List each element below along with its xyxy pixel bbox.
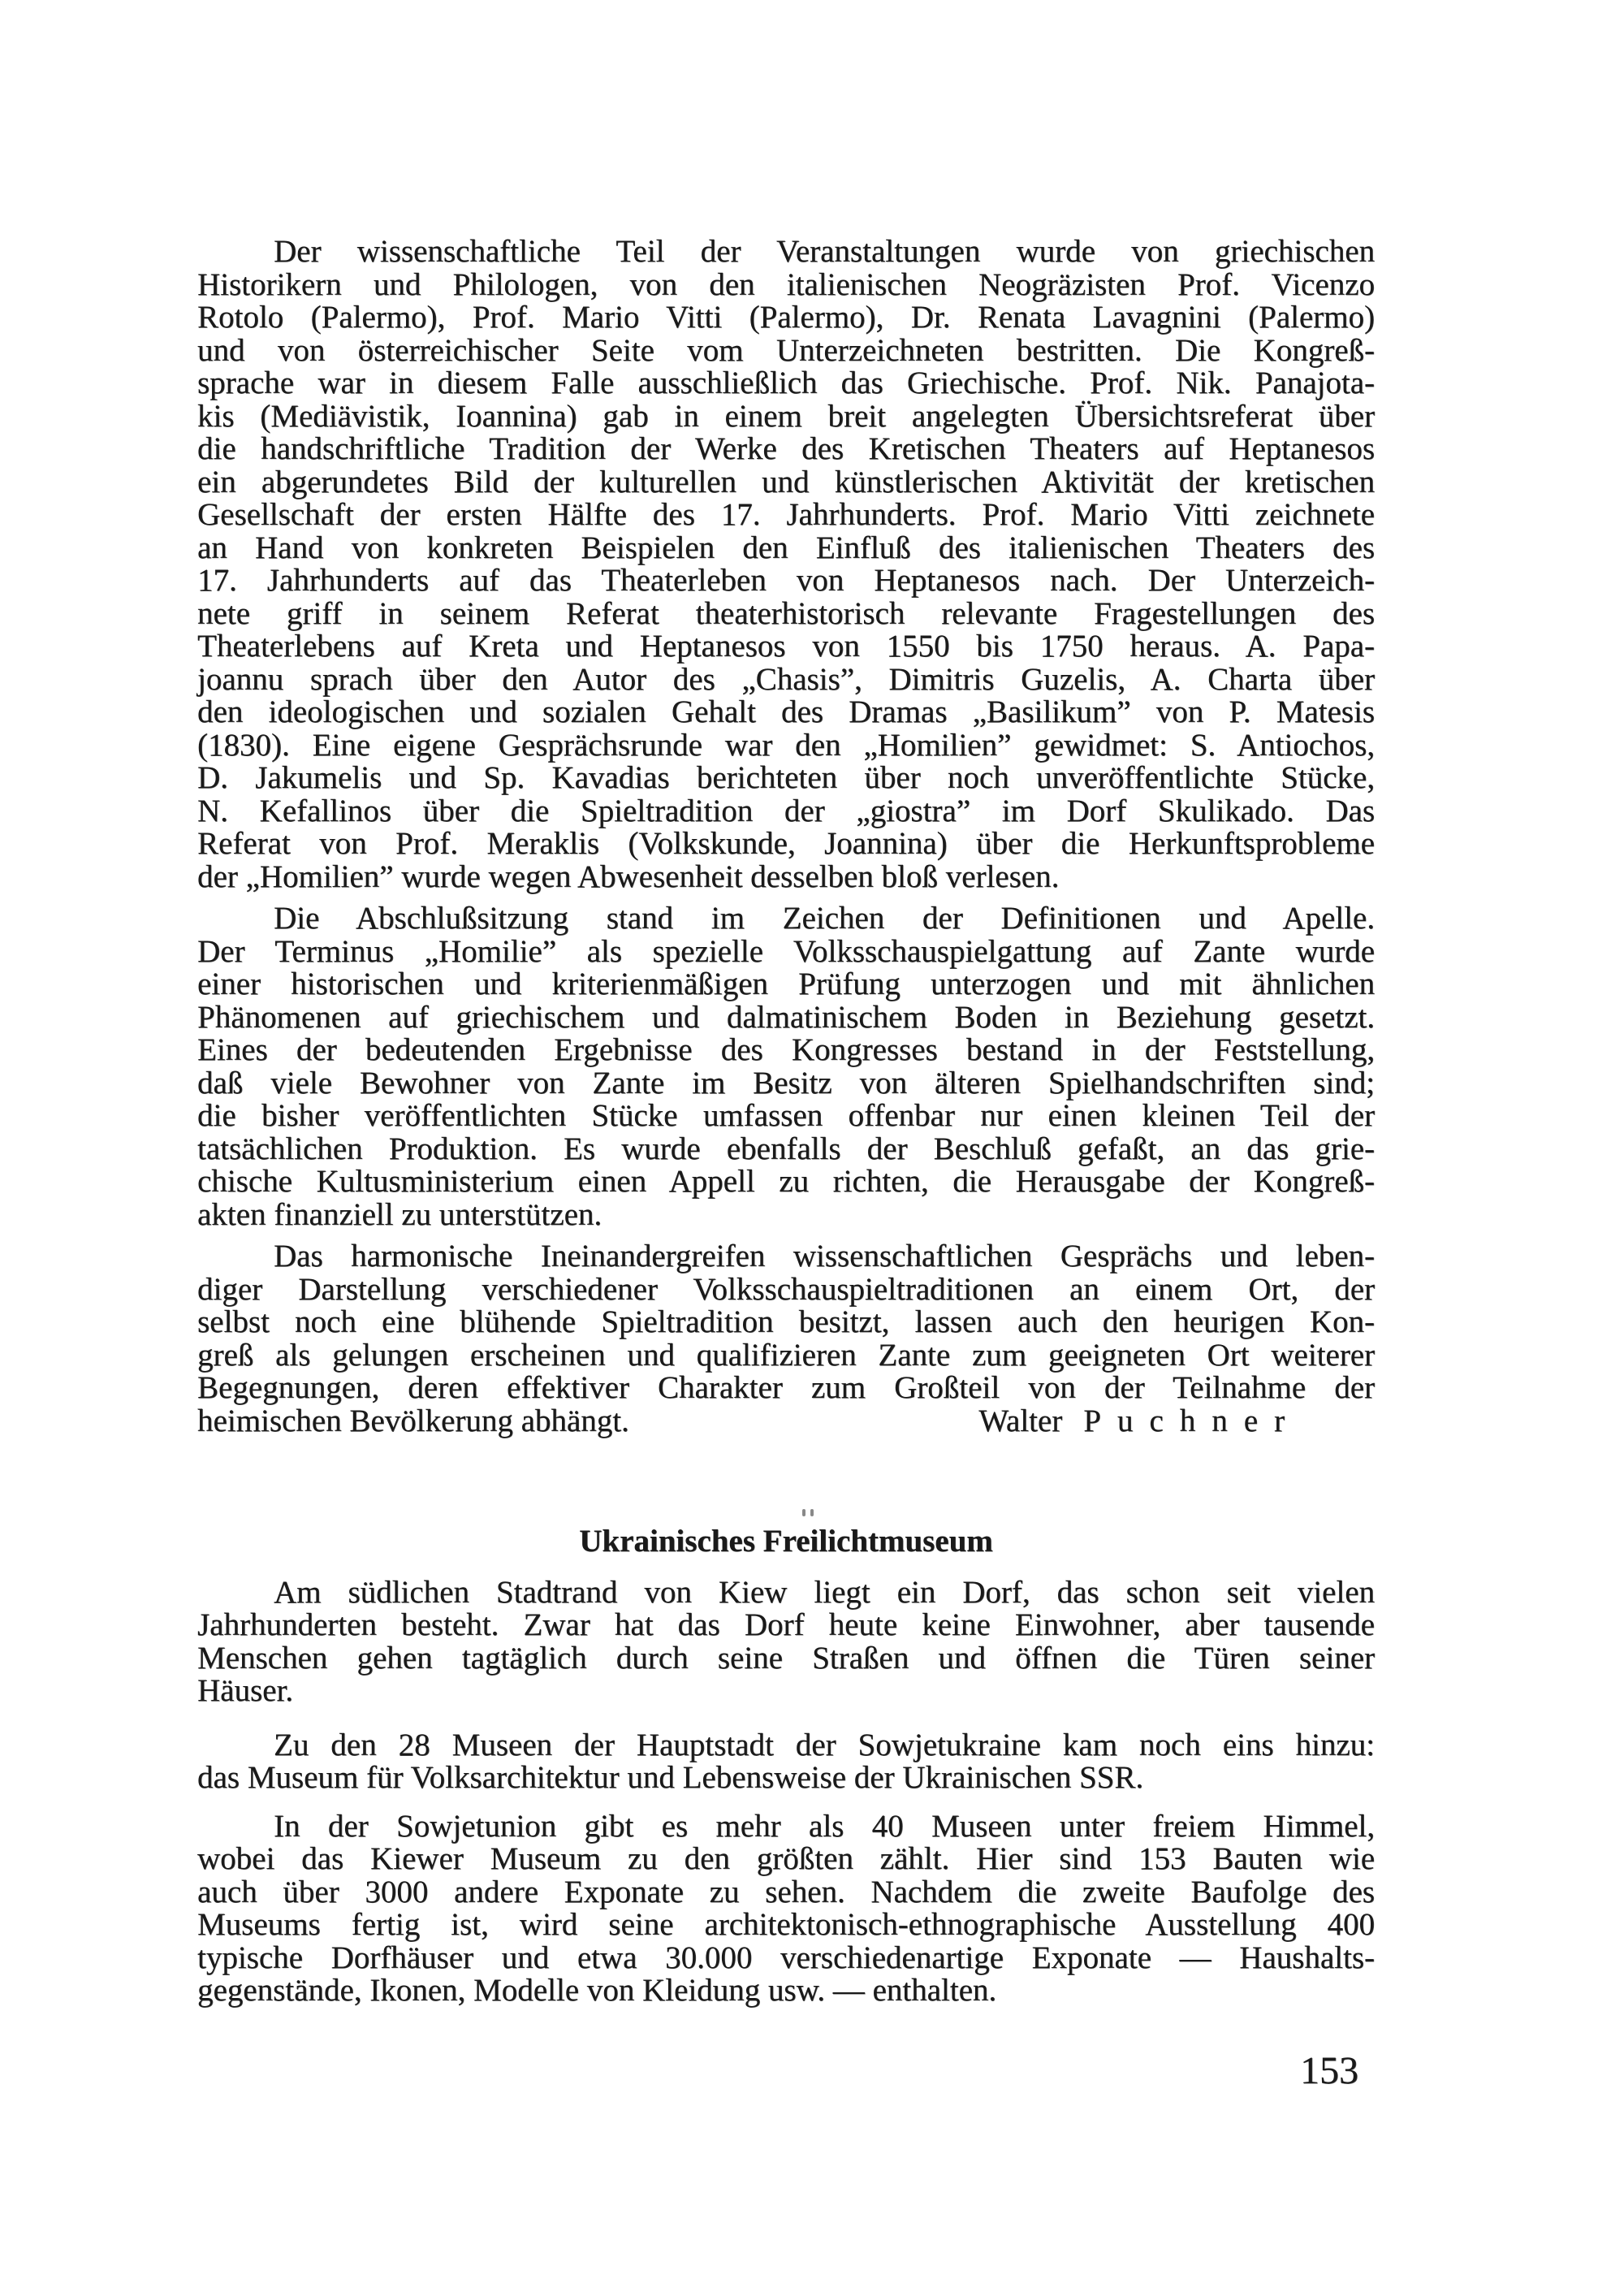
text-line: wobei das Kiewer Museum zu den größten zählt. Hier sind 153 Bauten wie xyxy=(197,1841,1375,1876)
text-line: (1830). Eine eigene Gesprächsrunde war den „Homilien” gewidmet: S. Antiochos, xyxy=(197,727,1375,763)
text-line: Jahrhunderten besteht. Zwar hat das Dorf heute keine Einwohner, aber tausende xyxy=(197,1607,1375,1642)
text-line: selbst noch eine blühende Spieltradition besitzt, lassen auch den heurigen Kon- xyxy=(197,1304,1375,1339)
text-line: das Museum für Volksarchitektur und Lebensweise der Ukrainischen SSR. xyxy=(197,1760,1144,1795)
text-line: ein abgerundetes Bild der kulturellen und künstlerischen Aktivität der kretischen xyxy=(197,464,1375,499)
text-line: D. Jakumelis und Sp. Kavadias berichteten über noch unveröffentlichte Stücke, xyxy=(197,760,1375,795)
page-text xyxy=(197,236,1375,2008)
page-number: 153 xyxy=(1300,2049,1358,2092)
text-line: Referat von Prof. Meraklis (Volkskunde, Joannina) über die Herkunftsprobleme xyxy=(197,826,1375,861)
text-line: Museums fertig ist, wird seine architektonisch-ethnographische Ausstellung 400 xyxy=(197,1907,1375,1942)
text-line: einer historischen und kriterienmäßigen Prüfung unterzogen und mit ähnlichen xyxy=(197,967,1375,1001)
text-line: Das harmonische Ineinandergreifen wissenschaftlichen Gesprächs und leben- xyxy=(274,1239,1375,1274)
text-line: die handschriftliche Tradition der Werke des Kretischen Theaters auf Heptanesos xyxy=(197,431,1375,466)
text-line: kis (Mediävistik, Ioannina) gab in einem breit angelegten Übersichtsreferat über xyxy=(197,398,1375,434)
text-line: In der Sowjetunion gibt es mehr als 40 Museen unter freiem Himmel, xyxy=(274,1808,1375,1844)
text-line: akten finanziell zu unterstützen. xyxy=(197,1196,603,1232)
text-line: joannu sprach über den Autor des „Chasis”, Dimitris Guzelis, A. Charta über xyxy=(197,661,1375,697)
text-line: Der Terminus „Homilie” als spezielle Volksschauspielgattung auf Zante wurde xyxy=(197,933,1375,969)
text-line: der „Homilien” wurde wegen Abwesenheit desselben bloß verlesen. xyxy=(197,858,1060,894)
text-line: Die Abschlußsitzung stand im Zeichen der Definitionen und Apelle. xyxy=(274,901,1375,936)
paragraph-museum-addition xyxy=(197,1729,1375,1795)
text-line: Theaterlebens auf Kreta und Heptanesos von 1550 bis 1750 heraus. A. Papa- xyxy=(197,629,1375,664)
text-line: gegenstände, Ikonen, Modelle von Kleidung usw. — enthalten. xyxy=(197,1973,997,2008)
text-line: Rotolo (Palermo), Prof. Mario Vitti (Palermo), Dr. Renata Lavagnini (Palermo) xyxy=(197,300,1375,335)
text-line: Zu den 28 Museen der Hauptstadt der Sowjetukraine kam noch eins hinzu: xyxy=(274,1727,1375,1762)
paragraph-closing-session xyxy=(197,902,1375,1231)
paragraph-scientific-part xyxy=(197,236,1375,893)
paragraph-conclusion-signed xyxy=(197,1240,1375,1438)
scan-artifact xyxy=(802,1509,806,1516)
text-line xyxy=(197,1405,1375,1438)
text-line: Gesellschaft der ersten Hälfte des 17. Jahrhunderts. Prof. Mario Vitti zeichnete xyxy=(197,497,1375,532)
text-line: Eines der bedeutenden Ergebnisse des Kongresses bestand in der Feststellung, xyxy=(197,1032,1375,1067)
text-line: Historikern und Philologen, von den italienischen Neogräzisten Prof. Vicenzo xyxy=(197,266,1375,302)
text-line: an Hand von konkreten Beispielen den Einfluß des italienischen Theaters des xyxy=(197,530,1375,565)
text-line: tatsächlichen Produktion. Es wurde ebenfalls der Beschluß gefaßt, an das grie- xyxy=(197,1131,1375,1166)
text-line: Am südlichen Stadtrand von Kiew liegt ein Dorf, das schon seit vielen xyxy=(274,1574,1375,1610)
text-line: typische Dorfhäuser und etwa 30.000 verschiedenartige Exponate — Haushalts- xyxy=(197,1940,1375,1975)
text-line: Begegnungen, deren effektiver Charakter zum Großteil von der Teilnahme der xyxy=(197,1370,1375,1405)
text-line: N. Kefallinos über die Spieltradition der „giostra” im Dorf Skulikado. Das xyxy=(197,793,1375,828)
text-line: die bisher veröffentlichten Stücke umfassen offenbar nur einen kleinen Teil der xyxy=(197,1098,1375,1133)
author-last-name: Puchner xyxy=(1083,1403,1301,1438)
text-line: diger Darstellung verschiedener Volksschauspieltraditionen an einem Ort, der xyxy=(197,1271,1375,1307)
text-line: auch über 3000 andere Exponate zu sehen. Nachdem die zweite Baufolge des xyxy=(197,1874,1375,1909)
author-first-name: Walter xyxy=(978,1403,1063,1438)
text-line: daß viele Bewohner von Zante im Besitz von älteren Spielhandschriften sind; xyxy=(197,1065,1375,1101)
text-line: sprache war in diesem Falle ausschließlich das Griechische. Prof. Nik. Panajota- xyxy=(197,365,1375,400)
scan-artifact xyxy=(810,1509,814,1516)
text-line: Menschen gehen tagtäglich durch seine Straßen und öffnen die Türen seiner xyxy=(197,1640,1375,1676)
paragraph-closing-text: heimischen Bevölkerung abhängt. xyxy=(197,1403,629,1438)
paragraph-open-air-museums xyxy=(197,1810,1375,2008)
text-line: und von österreichischer Seite vom Unterzeichneten bestritten. Die Kongreß- xyxy=(197,332,1375,368)
text-line: 17. Jahrhunderts auf das Theaterleben von Heptanesos nach. Der Unterzeich- xyxy=(197,563,1375,598)
text-line: Der wissenschaftliche Teil der Veranstaltungen wurde von griechischen xyxy=(274,234,1375,269)
paragraph-kiev-village xyxy=(197,1576,1375,1708)
author-signature xyxy=(978,1405,1301,1438)
text-line: chische Kultusministerium einen Appell zu richten, die Herausgabe der Kongreß- xyxy=(197,1164,1375,1199)
text-line: nete griff in seinem Referat theaterhistorisch relevante Fragestellungen des xyxy=(197,595,1375,631)
text-line: Phänomenen auf griechischem und dalmatinischem Boden in Beziehung gesetzt. xyxy=(197,999,1375,1035)
text-line: den ideologischen und sozialen Gehalt des Dramas „Basilikum” von P. Matesis xyxy=(197,694,1375,729)
text-line: greß als gelungen erscheinen und qualifizieren Zante zum geeigneten Ort weiterer xyxy=(197,1337,1375,1373)
section-heading: Ukrainisches Freilichtmuseum xyxy=(579,1524,993,1559)
text-line: Häuser. xyxy=(197,1673,294,1708)
